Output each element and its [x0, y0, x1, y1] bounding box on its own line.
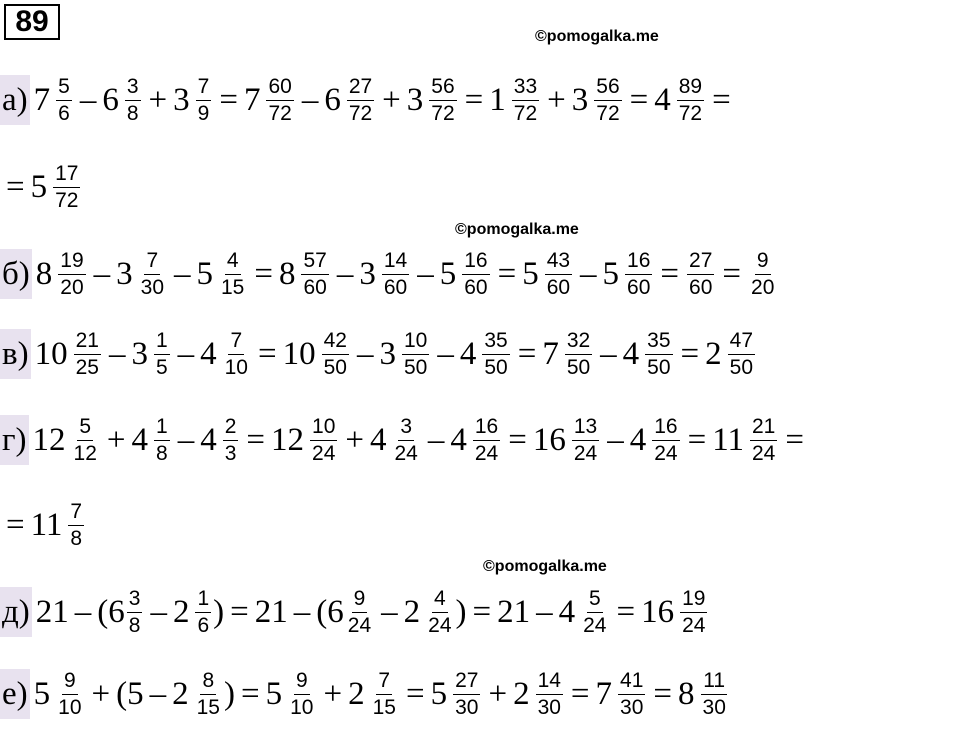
solution-line-g — [0, 408, 810, 472]
operator: – — [336, 255, 354, 292]
operator: = — [405, 675, 425, 712]
numerator: 4 — [432, 586, 448, 613]
numerator: 35 — [645, 328, 672, 355]
fraction — [749, 248, 776, 301]
operator: = — [464, 81, 484, 118]
operator: – — [108, 335, 126, 372]
numerator: 32 — [565, 328, 592, 355]
term-text: 21 — [497, 593, 531, 630]
operator: = — [687, 421, 707, 458]
fraction — [482, 328, 509, 381]
fraction — [677, 74, 704, 127]
numerator: 7 — [228, 328, 244, 355]
line-label: а) — [0, 75, 30, 125]
fraction — [625, 248, 652, 301]
solution-line-d — [0, 580, 709, 644]
operator: – — [293, 593, 311, 630]
operator: = — [508, 421, 527, 458]
fraction — [462, 248, 489, 301]
numerator: 9 — [294, 668, 310, 695]
fraction — [545, 248, 572, 301]
numerator: 21 — [74, 328, 101, 355]
numerator: 5 — [587, 586, 603, 613]
line-label: е) — [0, 669, 30, 719]
denominator: 6 — [58, 101, 70, 125]
expression — [0, 161, 82, 214]
denominator: 9 — [197, 101, 210, 125]
term-text: ) — [213, 593, 225, 630]
denominator: 24 — [312, 441, 336, 465]
fraction — [701, 668, 728, 721]
operator: – — [437, 335, 454, 372]
numerator: 3 — [125, 74, 141, 101]
line-label: д) — [0, 587, 32, 637]
denominator: 10 — [58, 695, 82, 719]
operator: = — [472, 593, 492, 630]
whole-part: 4 — [370, 421, 387, 458]
denominator: 30 — [537, 695, 561, 719]
denominator: 50 — [566, 355, 591, 379]
denominator: 60 — [689, 275, 713, 299]
fraction — [536, 668, 563, 721]
operator: = — [629, 81, 649, 118]
whole-part: 8 — [678, 675, 695, 712]
fraction — [125, 74, 141, 127]
fraction — [572, 414, 599, 467]
term-text: (6 — [97, 593, 125, 630]
numerator: 1 — [195, 586, 211, 613]
denominator: 50 — [323, 355, 347, 379]
whole-part: 4 — [459, 335, 477, 372]
whole-part: 8 — [35, 255, 53, 292]
numerator: 14 — [536, 668, 563, 695]
operator: – — [356, 335, 374, 372]
term-text: ) — [223, 675, 235, 712]
denominator: 25 — [75, 355, 99, 379]
numerator: 16 — [462, 248, 489, 275]
operator: = — [653, 675, 673, 712]
numerator: 57 — [301, 248, 328, 275]
whole-part: 4 — [131, 421, 149, 458]
whole-part: 2 — [513, 675, 530, 712]
numerator: 41 — [618, 668, 645, 695]
operator: = — [570, 675, 590, 712]
watermark: ©pomogalka.me — [535, 28, 659, 45]
denominator: 30 — [702, 695, 726, 719]
expression — [34, 74, 737, 127]
numerator: 9 — [352, 586, 368, 613]
operator: – — [79, 81, 97, 118]
operator: – — [600, 335, 617, 372]
whole-part: 4 — [200, 421, 217, 458]
operator: + — [106, 421, 126, 458]
operator: – — [427, 421, 445, 458]
fraction — [371, 668, 398, 721]
numerator: 27 — [687, 248, 714, 275]
line-label: б) — [0, 249, 32, 299]
watermark: ©pomogalka.me — [455, 221, 579, 238]
operator: = — [240, 675, 260, 712]
operator: – — [580, 255, 597, 292]
numerator: 19 — [680, 586, 707, 613]
denominator: 72 — [268, 101, 292, 125]
fraction — [687, 248, 714, 301]
denominator: 15 — [372, 695, 396, 719]
denominator: 5 — [155, 355, 168, 379]
operator: = — [497, 255, 517, 292]
fraction — [310, 414, 337, 467]
operator: + — [323, 675, 343, 712]
denominator: 24 — [583, 613, 607, 637]
numerator: 1 — [154, 328, 170, 355]
operator: + — [91, 675, 111, 712]
operator: – — [177, 335, 195, 372]
whole-part: 12 — [271, 421, 305, 458]
expression — [33, 414, 810, 467]
solution-line-g-continued — [0, 493, 86, 557]
fraction — [195, 668, 222, 721]
numerator: 3 — [398, 414, 414, 441]
whole-part: 3 — [379, 335, 396, 372]
denominator: 50 — [647, 355, 671, 379]
operator: = — [230, 593, 249, 630]
problem-number: 89 — [4, 4, 60, 40]
whole-part: 2 — [705, 335, 722, 372]
numerator: 9 — [755, 248, 771, 275]
whole-part: 4 — [200, 335, 217, 372]
fraction — [53, 161, 80, 214]
denominator: 30 — [620, 695, 644, 719]
fraction — [512, 74, 539, 127]
expression — [35, 328, 757, 381]
fraction — [453, 668, 480, 721]
whole-part: 8 — [278, 255, 296, 292]
line-label: г) — [0, 415, 29, 465]
whole-part: 5 — [265, 675, 283, 712]
operator: – — [301, 81, 319, 118]
whole-part: 7 — [595, 675, 613, 712]
fraction — [154, 414, 170, 467]
numerator: 10 — [402, 328, 429, 355]
denominator: 8 — [156, 441, 168, 465]
expression — [36, 248, 779, 301]
operator: = — [517, 335, 537, 372]
numerator: 7 — [196, 74, 212, 101]
operator: = — [616, 593, 636, 630]
denominator: 72 — [348, 101, 373, 125]
fraction — [565, 328, 592, 381]
numerator: 2 — [223, 414, 239, 441]
whole-part: 2 — [403, 593, 421, 630]
operator: – — [174, 255, 191, 292]
fraction — [127, 586, 143, 639]
numerator: 8 — [200, 668, 216, 695]
numerator: 35 — [482, 328, 509, 355]
operator: = — [712, 81, 731, 118]
denominator: 24 — [682, 613, 706, 637]
fraction — [426, 586, 453, 639]
numerator: 3 — [127, 586, 143, 613]
whole-part: 7 — [243, 81, 261, 118]
fraction — [195, 586, 211, 639]
fraction — [393, 414, 420, 467]
operator: – — [381, 593, 398, 630]
term-text: (5 — [116, 675, 144, 712]
fraction — [301, 248, 328, 301]
operator: + — [148, 81, 168, 118]
fraction — [139, 248, 166, 301]
numerator: 1 — [154, 414, 170, 441]
solution-line-a — [0, 68, 737, 132]
denominator: 30 — [140, 275, 164, 299]
whole-part: 7 — [542, 335, 559, 372]
operator: – — [74, 593, 92, 630]
term-text: ) — [455, 593, 467, 630]
numerator: 19 — [58, 248, 85, 275]
fraction — [402, 328, 429, 381]
denominator: 72 — [55, 188, 79, 212]
denominator: 3 — [224, 441, 237, 465]
fraction — [382, 248, 409, 301]
denominator: 15 — [196, 695, 220, 719]
fraction — [223, 414, 239, 467]
operator: = — [6, 506, 25, 543]
whole-part: 4 — [622, 335, 640, 372]
numerator: 5 — [56, 74, 72, 101]
whole-part: 6 — [324, 81, 341, 118]
numerator: 89 — [677, 74, 704, 101]
whole-part: 12 — [32, 421, 66, 458]
denominator: 60 — [464, 275, 488, 299]
numerator: 5 — [77, 414, 93, 441]
solution-line-b — [0, 242, 778, 306]
fraction — [581, 586, 608, 639]
denominator: 30 — [455, 695, 479, 719]
whole-part: 16 — [532, 421, 566, 458]
numerator: 42 — [322, 328, 349, 355]
denominator: 10 — [290, 695, 314, 719]
denominator: 24 — [573, 441, 598, 465]
numerator: 11 — [701, 668, 727, 695]
denominator: 60 — [627, 275, 651, 299]
denominator: 20 — [751, 275, 775, 299]
whole-part: 7 — [33, 81, 51, 118]
watermark: ©pomogalka.me — [483, 558, 607, 575]
denominator: 72 — [678, 101, 703, 125]
denominator: 60 — [383, 275, 408, 299]
denominator: 50 — [484, 355, 508, 379]
numerator: 47 — [728, 328, 755, 355]
denominator: 15 — [221, 275, 245, 299]
whole-part: 5 — [430, 675, 448, 712]
numerator: 7 — [68, 499, 84, 526]
whole-part: 3 — [406, 81, 424, 118]
denominator: 24 — [751, 441, 776, 465]
operator: – — [417, 255, 434, 292]
operator: = — [722, 255, 742, 292]
whole-part: 5 — [33, 675, 51, 712]
solution-line-v — [0, 322, 757, 386]
numerator: 16 — [473, 414, 500, 441]
whole-part: 3 — [173, 81, 190, 118]
denominator: 24 — [474, 441, 499, 465]
operator: + — [547, 81, 566, 118]
operator: = — [680, 335, 700, 372]
denominator: 60 — [303, 275, 327, 299]
fraction — [266, 74, 293, 127]
operator: – — [149, 675, 167, 712]
numerator: 27 — [347, 74, 374, 101]
whole-part: 10 — [34, 335, 68, 372]
term-text: 21 — [35, 593, 69, 630]
numerator: 43 — [545, 248, 572, 275]
fraction — [347, 74, 374, 127]
numerator: 21 — [750, 414, 777, 441]
numerator: 13 — [572, 414, 599, 441]
operator: – — [177, 421, 195, 458]
whole-part: 1 — [489, 81, 506, 118]
fraction — [68, 499, 84, 552]
denominator: 60 — [546, 275, 571, 299]
numerator: 33 — [512, 74, 539, 101]
fraction — [219, 248, 246, 301]
fraction — [322, 328, 349, 381]
whole-part: 11 — [712, 421, 744, 458]
numerator: 16 — [625, 248, 652, 275]
denominator: 72 — [513, 101, 538, 125]
numerator: 10 — [310, 414, 337, 441]
fraction — [680, 586, 707, 639]
fraction — [56, 668, 83, 721]
denominator: 20 — [60, 275, 84, 299]
operator: – — [607, 421, 624, 458]
whole-part: 4 — [558, 593, 576, 630]
fraction — [288, 668, 315, 721]
numerator: 7 — [144, 248, 160, 275]
numerator: 4 — [225, 248, 241, 275]
denominator: 12 — [73, 441, 97, 465]
operator: + — [345, 421, 364, 458]
solution-line-e — [0, 662, 730, 726]
whole-part: 2 — [348, 675, 365, 712]
whole-part: 5 — [602, 255, 620, 292]
whole-part: 3 — [359, 255, 376, 292]
fraction — [56, 74, 72, 127]
denominator: 8 — [70, 526, 83, 550]
operator: = — [254, 255, 273, 292]
operator: – — [93, 255, 111, 292]
fraction — [72, 414, 99, 467]
fraction — [74, 328, 101, 381]
expression — [36, 586, 710, 639]
numerator: 16 — [652, 414, 679, 441]
whole-part: 4 — [654, 81, 671, 118]
whole-part: 4 — [450, 421, 467, 458]
denominator: 6 — [197, 613, 210, 637]
fraction — [473, 414, 500, 467]
whole-part: 10 — [282, 335, 316, 372]
fraction — [429, 74, 456, 127]
operator: = — [257, 335, 277, 372]
denominator: 10 — [224, 355, 248, 379]
operator: = — [660, 255, 680, 292]
denominator: 24 — [347, 613, 372, 637]
operator: – — [150, 593, 167, 630]
denominator: 50 — [403, 355, 428, 379]
denominator: 24 — [654, 441, 678, 465]
fraction — [154, 328, 170, 381]
denominator: 8 — [126, 101, 139, 125]
fraction — [750, 414, 777, 467]
whole-part: 5 — [30, 168, 48, 205]
fraction — [728, 328, 755, 381]
operator: + — [488, 675, 508, 712]
whole-part: 3 — [131, 335, 148, 372]
fraction — [645, 328, 672, 381]
denominator: 72 — [596, 101, 620, 125]
numerator: 27 — [453, 668, 480, 695]
whole-part: 16 — [641, 593, 675, 630]
operator: = — [785, 421, 804, 458]
fraction — [223, 328, 250, 381]
whole-part: 3 — [571, 81, 589, 118]
numerator: 9 — [62, 668, 78, 695]
denominator: 72 — [431, 101, 455, 125]
denominator: 50 — [729, 355, 754, 379]
whole-part: 3 — [116, 255, 133, 292]
term-text: (6 — [316, 593, 344, 630]
denominator: 24 — [428, 613, 452, 637]
solution-line-a-continued — [0, 155, 82, 219]
operator: = — [246, 421, 266, 458]
expression — [34, 668, 730, 721]
whole-part: 2 — [172, 593, 190, 630]
whole-part: 11 — [30, 506, 63, 543]
fraction — [196, 74, 212, 127]
operator: – — [536, 593, 553, 630]
whole-part: 4 — [629, 421, 647, 458]
numerator: 7 — [376, 668, 392, 695]
whole-part: 5 — [439, 255, 457, 292]
whole-part: 5 — [196, 255, 213, 292]
line-label: в) — [0, 329, 31, 379]
numerator: 56 — [429, 74, 456, 101]
operator: = — [219, 81, 238, 118]
operator: = — [6, 168, 25, 205]
whole-part: 2 — [172, 675, 189, 712]
numerator: 56 — [594, 74, 621, 101]
numerator: 60 — [266, 74, 293, 101]
whole-part: 5 — [522, 255, 539, 292]
fraction — [346, 586, 373, 639]
denominator: 8 — [128, 613, 141, 637]
term-text: 21 — [254, 593, 288, 630]
fraction — [618, 668, 645, 721]
fraction — [594, 74, 621, 127]
whole-part: 6 — [102, 81, 119, 118]
expression — [0, 499, 86, 552]
numerator: 14 — [382, 248, 409, 275]
numerator: 17 — [53, 161, 80, 188]
denominator: 24 — [394, 441, 418, 465]
operator: + — [382, 81, 401, 118]
fraction — [58, 248, 85, 301]
fraction — [652, 414, 679, 467]
